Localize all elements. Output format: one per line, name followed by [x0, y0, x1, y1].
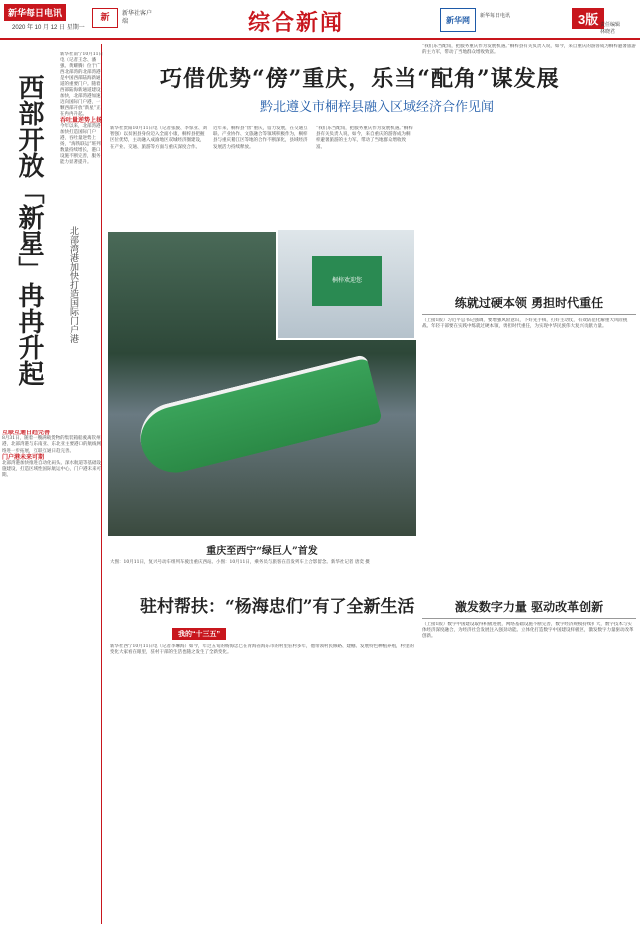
lead-continued [2, 430, 102, 924]
photo-caption: 重庆至西宁“绿巨人”首发 [206, 546, 318, 557]
right-headline-2: 激发数字力量 驱动改革创新 [454, 600, 604, 614]
main-article-subtitle: 黔北遵义市桐梓县融入区域经济合作见闻 [260, 100, 495, 115]
lead-subhead-2: 互联互通日趋完善 [2, 430, 51, 436]
main-article-body [110, 126, 415, 226]
agency-logo-icon: 新 [92, 8, 118, 28]
inset-photo [276, 228, 416, 340]
lead-intro-text: 新华社南宁10月11日电（记者王念、潘强、黄耀腾）位于广西北部湾的北部湾港是中国西部陆海新通道的重要门户。随着西部陆海新通道建设加快，北部湾港加速迈向国际门户港，一颗西部开放“新星”正在冉冉升起。 [60, 52, 103, 117]
agency-label: 新华社客户端 [122, 11, 153, 25]
village-article [110, 624, 415, 924]
editor-role: 责任编辑 [600, 22, 621, 28]
column-badge: 我的“十三五” [172, 628, 226, 640]
photo-credit: 大图：10月11日，复兴号动车组列车驶出重庆西站。小图：10月11日，乘务员与旅客在首发列车上合影留念。新华社记者 唐奕 摄 [110, 560, 370, 565]
issue-date: 2020 年 10 月 12 日 星期一 [12, 25, 85, 31]
right-text-2: （上接1版）数字中国建设取得积极进展，网络基础设施不断完善，数字经济规模持续扩大，数字技术与实体经济深度融合，为经济社会发展注入强劲动能。立体化打造数字中国建设样板区，激发数字力量驱动改革创新。 [422, 622, 634, 640]
village-article-title: 驻村帮扶：“杨海忠们”有了全新生活 [140, 597, 415, 617]
lead-text-3: 北部湾港加快推进自动化码头、深水航道等基础设施建设，打造区域性国际航运中心，门户港未来可期。 [2, 461, 101, 479]
train-photo [108, 232, 416, 536]
inset-board: 桐梓欢迎您 [312, 256, 382, 306]
page-number: 3版 [572, 8, 604, 29]
right-headline-1: 练就过硬本领 勇担时代重任 [454, 296, 604, 310]
main-article-title: 巧借优势“傍”重庆，乐当“配角”谋发展 [160, 66, 560, 92]
right-top-text: “我们乐当配角，把服务重庆作为发展机遇。”桐梓县有关负责人说，如今，来自重庆的游客成为桐梓避暑旅游的主力军，带动了当地群众增收致富。 [422, 44, 636, 56]
right-column [422, 44, 636, 924]
xinhuanet-logo: 新华网 [440, 8, 476, 32]
editor-name: 林晓君 [600, 29, 616, 35]
lead-subhead-3: 门户港未来可期 [2, 453, 45, 461]
lead-text-2: 8月31日，随着一艘满载货物的集装箱船驶离钦州港，北部湾港与东南亚、东北亚主要港口的航线网络进一步拓展，互联互通日趋完善。 [2, 436, 101, 454]
page-header [0, 0, 640, 40]
newspaper-brand: 新华每日电讯 [4, 4, 66, 21]
lead-subtitle: 北部湾港加快打造国际门户港 [68, 226, 78, 343]
main-col-2: 近年来，桐梓县“傍”重庆，借力发展，在交通互联、产业协作、文旅融合等领域积极作为，桐梓县与重庆綦江区等地的合作不断深化，县域经济发展活力持续释放。 [213, 126, 308, 150]
lead-subhead-1: 吞吐量逆势上扬 [60, 117, 103, 124]
lead-title: 西部开放「新星」冉冉升起 [14, 74, 44, 386]
right-text-1: （上接1版）习近平总书记强调，要增强风险意识，下好先手棋，打好主动仗，有效防范化解重大风险挑战。年轻干部要在实践中练就过硬本领，勇担时代重任，为实现中华民族伟大复兴贡献力量。 [422, 318, 628, 330]
main-col-1: 新华社贵阳10月11日电（记者张骏、李惊亚、刘智强）以贫困县身份迈入全面小康，桐梓县把握区位优势，主动融入成渝地区双城经济圈建设，在产业、交通、旅游等方面与重庆深度合作。 [110, 126, 207, 150]
divider [422, 618, 636, 619]
editor-info [600, 22, 620, 36]
lead-text-1: 今年以来，北部湾港加快打造国际门户港，吞吐量逆势上扬，“海铁联运”班列数量持续增长，港口设施不断完善，服务能力显著提升。 [60, 124, 101, 165]
xinhuanet-sub: 新华每日电讯 [480, 13, 511, 19]
lead-intro [60, 52, 104, 222]
village-text: 新华社西宁10月11日电（记者李琳海）如今，年过五旬的杨海忠已在青海省海东市的村里驻村多年，他带领村民修路、建棚、发展特色种植养殖，村里的变化大家看在眼里，驻村干部的生活也随之发生了全新变化。 [110, 644, 414, 656]
green-train-image [133, 354, 383, 480]
divider [422, 314, 636, 315]
section-title: 综合新闻 [248, 10, 345, 35]
main-col-3: “我们乐当配角，把服务重庆作为发展机遇。”桐梓县有关负责人说，如今，来自重庆的游客成为桐梓避暑旅游的主力军，带动了当地群众增收致富。 [316, 126, 413, 150]
